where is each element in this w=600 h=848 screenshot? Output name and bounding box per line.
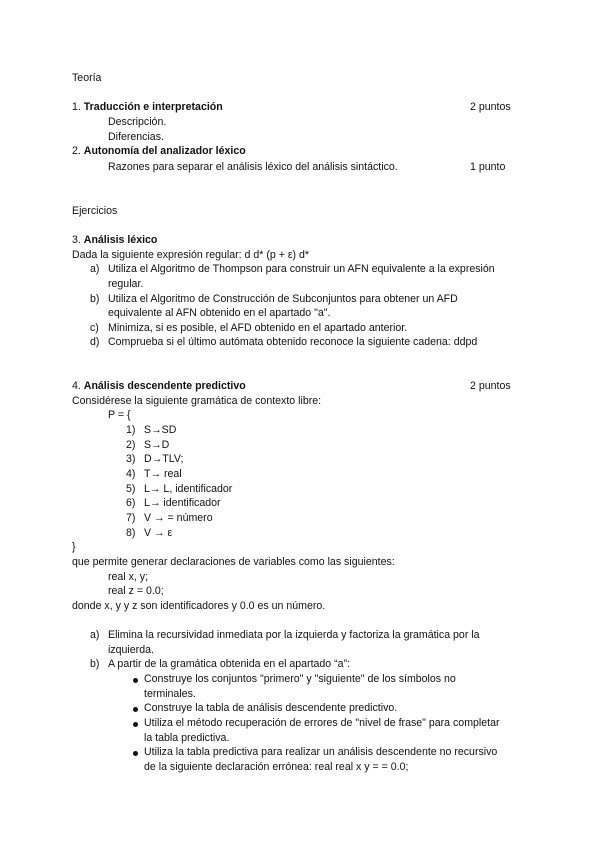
bullet-icon (133, 678, 138, 683)
grammar-rule: S→D (144, 439, 170, 451)
q4-part-b-line: A partir de la gramática obtenida en el apartado “a”: (108, 658, 351, 670)
bullet-icon (133, 722, 138, 727)
q3-part-line: Utiliza el Algoritmo de Construcción de Subconjuntos para obtener un AFD (108, 293, 458, 305)
rule-number: 4) (126, 468, 136, 480)
q1-title: Traducción e interpretación (83, 101, 223, 113)
bullet-line: Construye los conjuntos "primero" y "siguiente" de los símbolos no (144, 673, 456, 685)
q4-part-a-label: a) (90, 629, 100, 641)
rule-number: 6) (126, 497, 136, 509)
q4-allows: que permite generar declaraciones de variables como las siguientes: (72, 556, 395, 568)
bullet-line: terminales. (144, 688, 196, 700)
q2-number: 2. (72, 145, 81, 157)
grammar-rule: V → ε (144, 527, 173, 539)
grammar-open: P = { (108, 409, 131, 421)
q3-part-label: c) (90, 322, 99, 334)
q3-header (72, 234, 157, 247)
grammar-rule: S→SD (144, 424, 177, 436)
bullet-line: Utiliza la tabla predictiva para realizar un análisis descendente no recursivo (144, 746, 498, 758)
q4-intro: Considérese la siguiente gramática de contexto libre: (72, 395, 322, 407)
example-declaration: real z = 0.0; (108, 585, 164, 597)
rule-number: 1) (126, 424, 136, 436)
q3-title: Análisis léxico (83, 234, 158, 246)
q4-part-a-line: izquierda. (108, 644, 154, 656)
grammar-close: } (72, 541, 76, 553)
rule-number: 5) (126, 483, 136, 495)
q3-part-line: equivalente al AFN obtenido en el apartado "a". (108, 307, 331, 319)
q4-points: 2 puntos (470, 380, 511, 392)
q4-part-a-line: Elimina la recursividad inmediata por la izquierda y factoriza la gramática por la (108, 629, 480, 641)
grammar-rule: L→ identificador (144, 497, 221, 509)
q3-number: 3. (72, 234, 81, 246)
rule-number: 8) (126, 527, 136, 539)
bullet-icon (133, 751, 138, 756)
q1-item: Diferencias. (108, 131, 164, 143)
q1-item: Descripción. (108, 116, 167, 128)
q4-header (72, 380, 246, 393)
rule-number: 3) (126, 453, 136, 465)
grammar-rule: V → = número (144, 512, 213, 524)
q3-intro: Dada la siguiente expresión regular: d d* (p + ε) d* (72, 249, 310, 261)
q1-header (72, 101, 223, 114)
q4-number: 4. (72, 380, 81, 392)
bullet-line: Construye la tabla de análisis descendente predictivo. (144, 702, 398, 714)
bullet-line: de la siguiente declaración errónea: real real x y = = 0.0; (144, 761, 409, 773)
rule-number: 2) (126, 439, 136, 451)
q2-title: Autonomía del analizador léxico (83, 145, 246, 157)
grammar-rule: L→ L, identificador (144, 483, 233, 495)
bullet-line: Utiliza el método recuperación de errores de "nivel de frase" para completar (144, 717, 500, 729)
q1-points: 2 puntos (470, 101, 511, 113)
example-declaration: real x, y; (108, 571, 149, 583)
q2-points: 1 punto (470, 161, 506, 173)
q3-part-label: a) (90, 263, 100, 275)
q2-item: Razones para separar el análisis léxico del análisis sintáctico. (108, 161, 398, 173)
q2-header (72, 145, 246, 158)
q3-part-line: Comprueba si el último autómata obtenido reconoce la siguiente cadena: ddpd (108, 336, 478, 348)
q3-part-line: Utiliza el Algoritmo de Thompson para construir un AFN equivalente a la expresión (108, 263, 495, 275)
q1-number: 1. (72, 101, 81, 113)
bullet-line: la tabla predictiva. (144, 732, 230, 744)
q3-part-line: Minimiza, si es posible, el AFD obtenido en el apartado anterior. (108, 322, 408, 334)
q3-part-label: b) (90, 293, 100, 305)
theory-heading: Teoría (72, 72, 102, 84)
q4-where: donde x, y y z son identificadores y 0.0 es un número. (72, 600, 326, 612)
grammar-rule: T→ real (144, 468, 182, 480)
grammar-rule: D→TLV; (144, 453, 184, 465)
q3-part-label: d) (90, 336, 100, 348)
q3-part-line: regular. (108, 278, 144, 290)
rule-number: 7) (126, 512, 136, 524)
q4-title: Análisis descendente predictivo (83, 380, 246, 392)
bullet-icon (133, 707, 138, 712)
q4-part-b-label: b) (90, 658, 100, 670)
exercises-heading: Ejercicios (72, 205, 118, 217)
